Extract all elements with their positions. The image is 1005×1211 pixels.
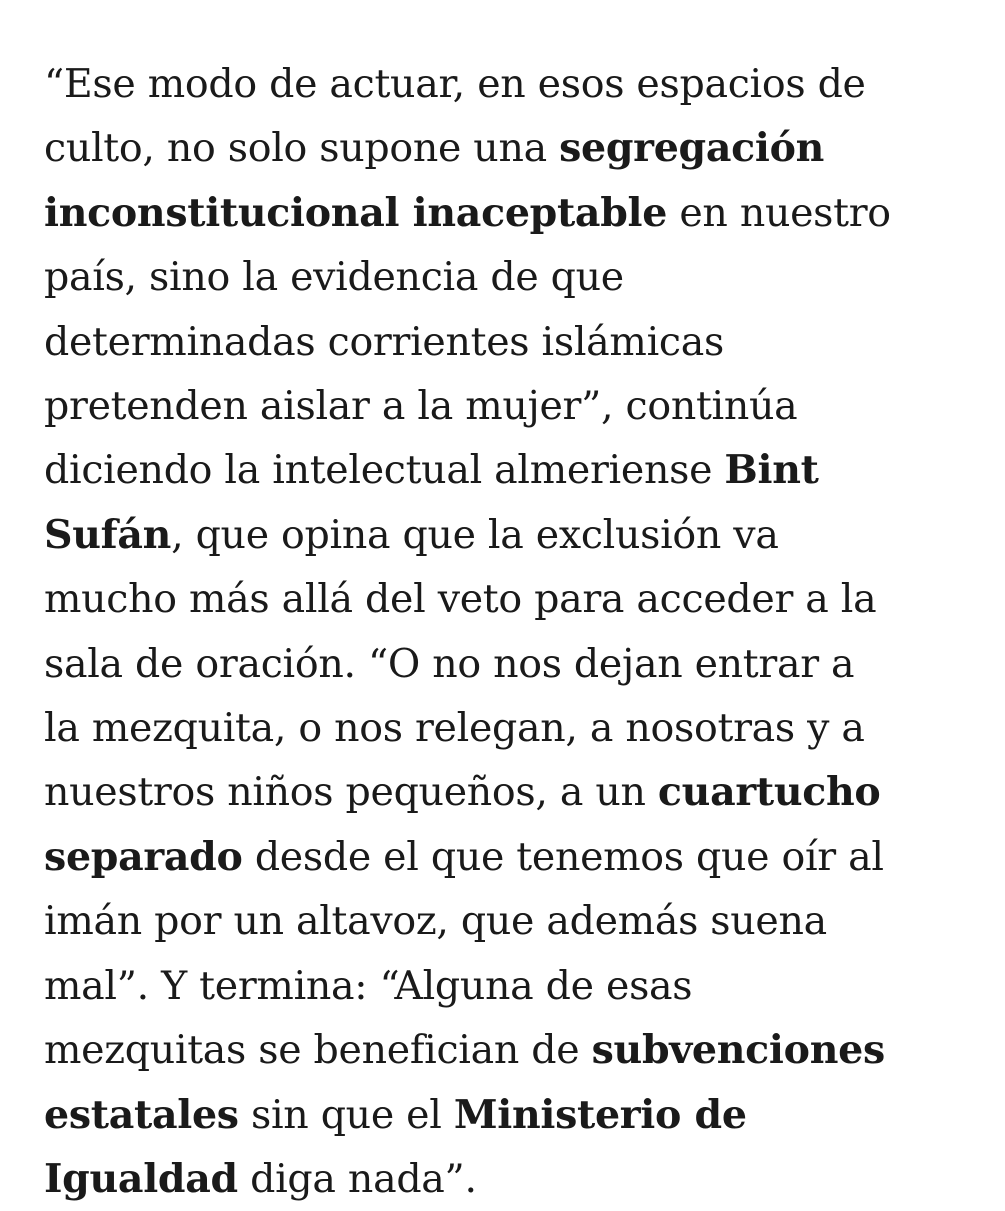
bold-name: Sufán [44,511,172,558]
bold-phrase: subvenciones [591,1027,885,1074]
text-line: culto, no solo supone una segregación [44,125,825,172]
text-line: determinadas corrientes islámicas [44,318,724,365]
text-line: mezquitas se benefician de subvenciones [44,1027,885,1074]
text-line: sala de oración. “O no nos dejan entrar a [44,640,855,687]
text-line: diciendo la intelectual almeriense Bint [44,447,819,494]
bold-name: Ministerio de [453,1091,747,1138]
bold-name: Igualdad [44,1155,238,1202]
text-line: Igualdad diga nada”. [44,1155,477,1202]
text-line: separado desde el que tenemos que oír al [44,833,884,880]
bold-phrase: inconstitucional inaceptable [44,189,668,236]
bold-phrase: separado [44,833,243,880]
text-line: “Ese modo de actuar, en esos espacios de [44,61,866,107]
text-line: Sufán, que opina que la exclusión va [44,511,779,558]
text-line: inconstitucional inaceptable en nuestro [44,189,891,236]
text-line: mucho más allá del veto para acceder a la [44,576,877,623]
text-line: mal”. Y termina: “Alguna de esas [44,962,693,1009]
bold-name: Bint [724,447,819,494]
bold-phrase: estatales [44,1091,239,1138]
text-line: nuestros niños pequeños, a un cuartucho [44,769,881,816]
bold-phrase: segregación [559,125,825,172]
text-line: pretenden aislar a la mujer”, continúa [44,383,798,430]
text-line: imán por un altavoz, que además suena [44,898,827,945]
text-line: estatales sin que el Ministerio de [44,1091,747,1138]
article-paragraph [44,52,984,1211]
text-line: la mezquita, o nos relegan, a nosotras y a [44,705,865,752]
text-line: país, sino la evidencia de que [44,254,624,301]
bold-phrase: cuartucho [657,769,881,816]
